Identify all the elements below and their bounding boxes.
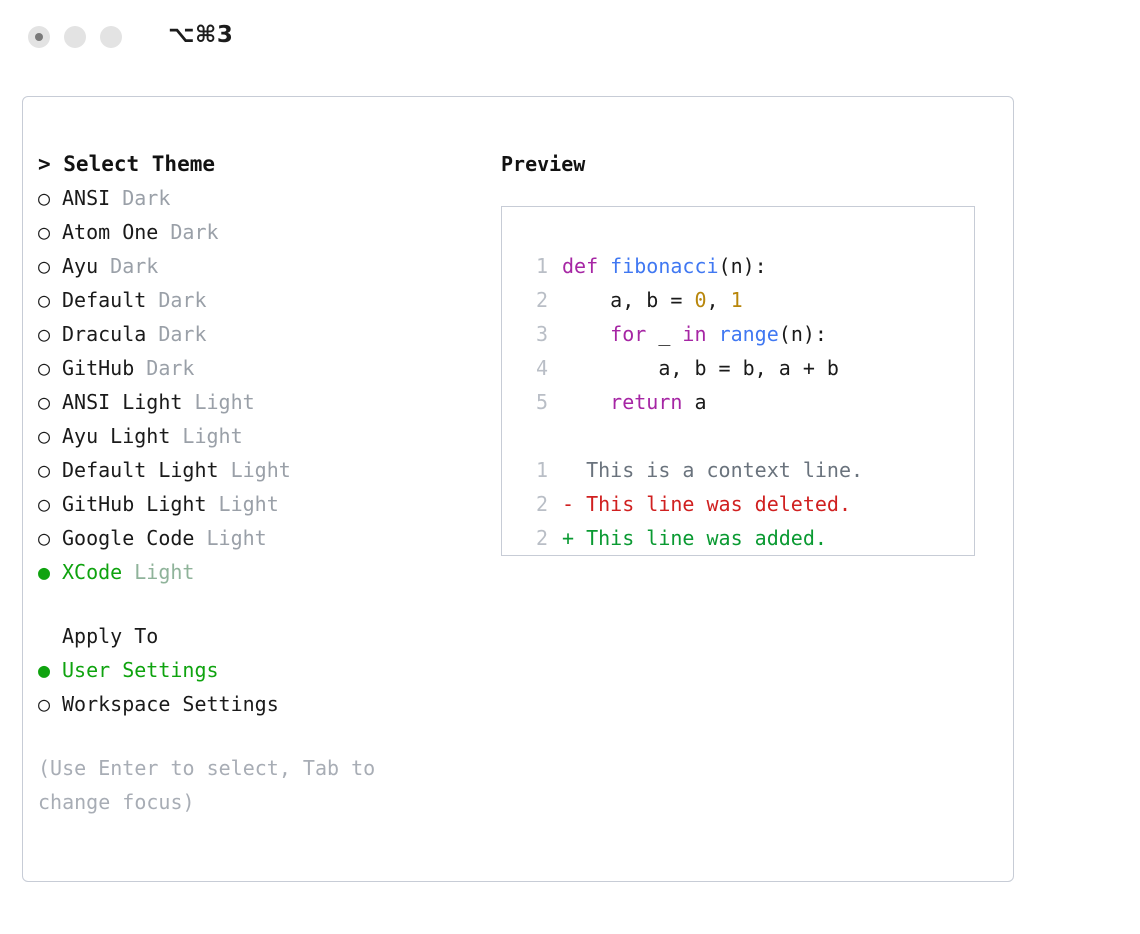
radio-unselected-icon[interactable]: ○	[38, 186, 51, 210]
theme-variant-tag: Light	[182, 424, 243, 448]
apply-to-option-row[interactable]	[38, 653, 478, 687]
apply-to-option-label: User Settings	[62, 658, 219, 682]
theme-option-label: Default	[62, 288, 147, 312]
code-line	[520, 283, 863, 317]
code-line	[520, 385, 863, 419]
theme-option-row[interactable]	[38, 249, 478, 283]
theme-variant-tag: Dark	[110, 254, 159, 278]
code-line	[520, 317, 863, 351]
code-token: 0	[694, 288, 707, 312]
diff-line	[520, 521, 863, 555]
theme-option-row[interactable]	[38, 555, 478, 589]
theme-option-label: ANSI	[62, 186, 111, 210]
diff-text: This line was deleted.	[586, 492, 851, 516]
line-number: 1	[535, 254, 548, 278]
code-token: for	[610, 322, 647, 346]
radio-unselected-icon[interactable]: ○	[38, 390, 51, 414]
select-theme-heading: > Select Theme	[38, 152, 216, 176]
code-token	[562, 390, 610, 414]
code-diff-gap	[520, 419, 863, 453]
line-number: 1	[535, 458, 548, 482]
radio-unselected-icon[interactable]: ○	[38, 220, 51, 244]
code-token: a	[682, 390, 707, 414]
line-number: 5	[535, 390, 548, 414]
theme-variant-tag: Dark	[122, 186, 171, 210]
code-token: _	[646, 322, 683, 346]
theme-option-row[interactable]	[38, 419, 478, 453]
diff-marker: +	[562, 526, 587, 550]
theme-option-label: Ayu	[62, 254, 99, 278]
keyboard-hint: (Use Enter to select, Tab to change focus)	[38, 756, 388, 814]
theme-variant-tag: Light	[134, 560, 195, 584]
theme-option-label: ANSI Light	[62, 390, 183, 414]
preview-code-sample	[520, 249, 863, 555]
theme-variant-tag: Dark	[146, 356, 195, 380]
theme-option-row[interactable]	[38, 181, 478, 215]
theme-option-label: Dracula	[62, 322, 147, 346]
code-line	[520, 351, 863, 385]
theme-option-label: Ayu Light	[62, 424, 171, 448]
code-token: 1	[730, 288, 743, 312]
radio-selected-icon[interactable]: ●	[38, 658, 51, 682]
radio-unselected-icon[interactable]: ○	[38, 356, 51, 380]
theme-option-list[interactable]	[38, 181, 478, 589]
theme-option-row[interactable]	[38, 453, 478, 487]
diff-marker	[562, 458, 586, 482]
apply-to-option-label: Workspace Settings	[62, 692, 279, 716]
code-token: in	[682, 322, 707, 346]
diff-text: This is a context line.	[586, 458, 864, 482]
diff-text: This line was added.	[586, 526, 827, 550]
window-controls[interactable]	[28, 26, 122, 48]
theme-option-label: GitHub Light	[62, 492, 207, 516]
code-token: (n):	[778, 322, 827, 346]
code-token: a, b =	[562, 288, 695, 312]
code-token: ,	[706, 288, 731, 312]
diff-line	[520, 453, 863, 487]
radio-unselected-icon[interactable]: ○	[38, 424, 51, 448]
line-number: 2	[535, 526, 548, 550]
line-number: 2	[535, 288, 548, 312]
theme-option-row[interactable]	[38, 487, 478, 521]
code-token: return	[610, 390, 683, 414]
radio-unselected-icon[interactable]: ○	[38, 492, 51, 516]
apply-to-heading: Apply To	[62, 624, 159, 648]
preview-column	[501, 147, 991, 556]
radio-unselected-icon[interactable]: ○	[38, 254, 51, 278]
theme-option-row[interactable]	[38, 215, 478, 249]
line-number: 2	[535, 492, 548, 516]
theme-option-label: Google Code	[62, 526, 195, 550]
theme-option-label: Default Light	[62, 458, 219, 482]
theme-option-row[interactable]	[38, 521, 478, 555]
code-token	[562, 322, 610, 346]
window-dot-minimize[interactable]	[64, 26, 86, 48]
preview-box	[501, 206, 975, 556]
code-line	[520, 249, 863, 283]
apply-to-option-list[interactable]	[38, 653, 478, 721]
theme-option-row[interactable]	[38, 317, 478, 351]
theme-variant-tag: Dark	[158, 322, 207, 346]
theme-option-row[interactable]	[38, 283, 478, 317]
theme-option-row[interactable]	[38, 385, 478, 419]
theme-variant-tag: Light	[206, 526, 267, 550]
diff-marker: -	[562, 492, 587, 516]
theme-variant-tag: Light	[194, 390, 255, 414]
code-token	[707, 322, 719, 346]
radio-unselected-icon[interactable]: ○	[38, 692, 51, 716]
theme-variant-tag: Light	[218, 492, 279, 516]
theme-variant-tag: Dark	[170, 220, 219, 244]
radio-unselected-icon[interactable]: ○	[38, 288, 51, 312]
code-token: def	[562, 254, 611, 278]
title-bar	[0, 0, 1140, 78]
list-spacer	[38, 589, 478, 619]
preview-heading: Preview	[501, 152, 586, 176]
keyboard-shortcut-label: ⌥⌘3	[168, 22, 234, 48]
theme-list-column	[38, 147, 478, 819]
line-number: 4	[535, 356, 548, 380]
line-number: 3	[535, 322, 548, 346]
code-token: (n):	[718, 254, 767, 278]
radio-unselected-icon[interactable]: ○	[38, 526, 51, 550]
radio-unselected-icon[interactable]: ○	[38, 322, 51, 346]
window-dot-active[interactable]	[28, 26, 50, 48]
theme-option-label: Atom One	[62, 220, 159, 244]
theme-variant-tag: Dark	[158, 288, 207, 312]
window-dot-maximize[interactable]	[100, 26, 122, 48]
theme-picker-panel	[22, 96, 1014, 882]
apply-to-option-row[interactable]	[38, 687, 478, 721]
code-token: fibonacci	[610, 254, 719, 278]
radio-selected-icon[interactable]: ●	[38, 560, 51, 584]
theme-option-row[interactable]	[38, 351, 478, 385]
theme-variant-tag: Light	[230, 458, 291, 482]
theme-option-label: GitHub	[62, 356, 135, 380]
theme-option-label: XCode	[62, 560, 123, 584]
radio-unselected-icon[interactable]: ○	[38, 458, 51, 482]
code-token: range	[718, 322, 779, 346]
code-token: a, b = b, a + b	[562, 356, 839, 380]
diff-line	[520, 487, 863, 521]
